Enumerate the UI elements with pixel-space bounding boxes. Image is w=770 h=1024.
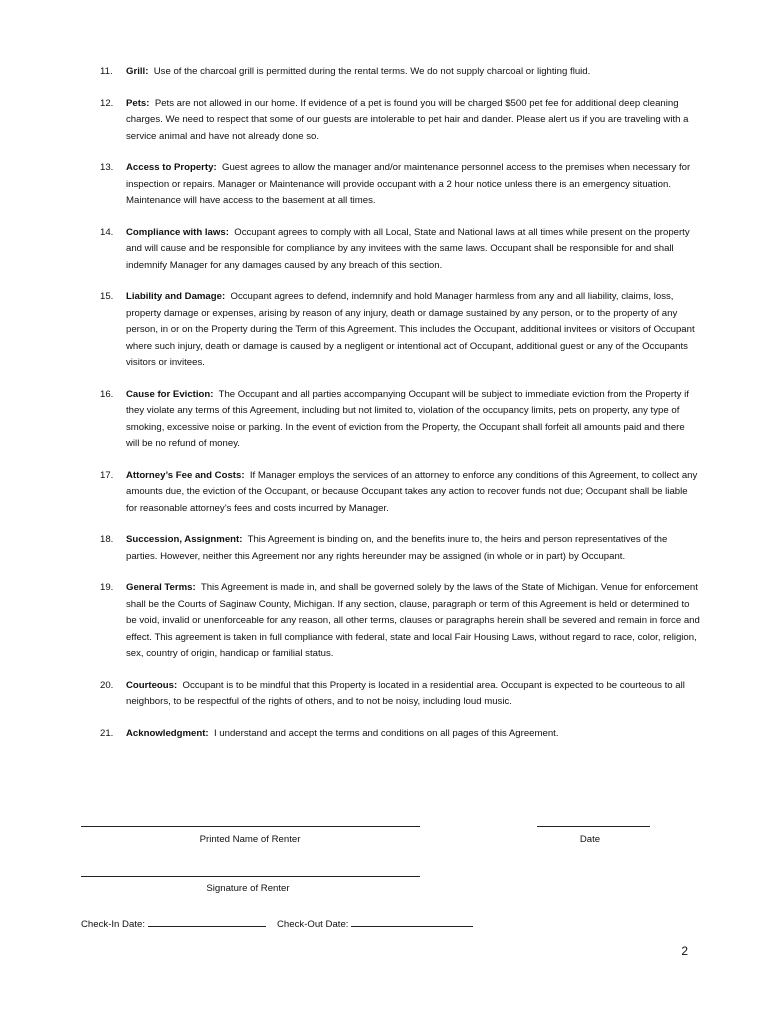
term-item: [100, 532, 700, 565]
term-number: 18.: [100, 534, 114, 545]
check-out-date-field[interactable]: [351, 916, 473, 927]
term-item: [100, 225, 700, 275]
term-title: General Terms:: [126, 582, 196, 593]
term-item: [100, 160, 700, 210]
term-title: Acknowledgment:: [126, 727, 209, 739]
term-text: Use of the charcoal grill is permitted during the rental terms. We do not supply charcoal or lighting fluid.: [153, 66, 591, 77]
term-item: [100, 96, 700, 146]
check-out-row: [277, 916, 473, 930]
term-text: Pets are not allowed in our home. If evidence of a pet is found you will be charged $500 pet fee for additional deep cleaning charges. We need to respect that some of our guests are intolerable to pet hair and dander. Please alert us if you are traveling with a service animal and have not already done so.: [126, 97, 689, 142]
term-item: [100, 64, 700, 81]
term-text: Guest agrees to allow the manager and/or maintenance personnel access to the premises when necessary for inspection or repairs. Manager or Maintenance will provide occupant with a 2 hour notice unless there is an emergency situation. Maintenance will have access to the basement at all times.: [126, 162, 691, 206]
term-text: This Agreement is binding on, and the benefits inure to, the heirs and person representatives of the parties. However, neither this Agreement nor any rights hereunder may be assigned (in whole or in part) by Occupant.: [126, 534, 668, 562]
term-item: [100, 289, 700, 372]
term-title: Compliance with laws:: [126, 226, 229, 238]
term-title: Pets:: [126, 97, 150, 109]
term-item: [100, 468, 700, 518]
term-text: If Manager employs the services of an attorney to enforce any conditions of this Agreement, to collect any amounts due, the eviction of the Occupant, or because Occupant takes any action to recover funds not due; Occupant shall be liable for reasonable attorney’s fees and costs incurred by Manager.: [126, 469, 698, 514]
term-text: Occupant agrees to defend, indemnify and hold Manager harmless from any and all liability, claims, loss, property damage or expenses, arising by reason of any injury, death or damage sustained by any person, or to the property of any person, in or on the Property during the Term of this Agreement. This includes the Occupant, additional invitees or visitors of Occupant where such injury, death or damage is caused by a negligent or intentional act of Occupant, additional guest or any of the Occupants visitors or invitees.: [126, 291, 695, 368]
page-number: 2: [681, 944, 688, 958]
signature-label: Signature of Renter: [206, 883, 290, 894]
term-number: 12.: [100, 97, 114, 109]
signature-field[interactable]: [81, 876, 420, 877]
term-text: The Occupant and all parties accompanying Occupant will be subject to immediate eviction from the Property if they violate any terms of this Agreement, including but not limited to, violation of the occupancy limits, pets on property, any type of smoking, excessive noise or parking. In the event of eviction from the Property, the Occupant shall forfeit all amounts paid and there will be no refund of money.: [126, 388, 689, 449]
term-title: Courteous:: [126, 679, 178, 691]
check-in-label: Check-In Date:: [81, 919, 145, 930]
date-label: Date: [579, 834, 601, 845]
term-text: I understand and accept the terms and conditions on all pages of this Agreement.: [213, 727, 559, 739]
term-title: Succession, Assignment:: [126, 534, 243, 545]
term-text: Occupant agrees to comply with all Local, State and National laws at all times while present on the property and will cause and be responsible for compliance by any invitees with the same laws. Occupant shall be responsible for and shall indemnify Manager for any damages caused by any breach of this section.: [126, 226, 690, 271]
term-number: 17.: [100, 469, 114, 481]
printed-name-field[interactable]: [81, 826, 420, 827]
term-number: 16.: [100, 388, 114, 400]
term-title: Liability and Damage:: [126, 291, 226, 302]
term-number: 15.: [100, 291, 114, 302]
printed-name-label: Printed Name of Renter: [199, 834, 301, 845]
term-item: [100, 678, 700, 711]
term-number: 20.: [100, 679, 114, 691]
term-number: 21.: [100, 727, 114, 739]
term-item: [100, 726, 700, 743]
term-title: Attorney’s Fee and Costs:: [126, 469, 245, 481]
term-item: [100, 580, 700, 663]
check-out-label: Check-Out Date:: [277, 919, 349, 930]
check-in-row: [81, 916, 266, 930]
term-text: Occupant is to be mindful that this Property is located in a residential area. Occupant is expected to be courteous to all neighbors, to be respectful of the rights of others, and to not be noisy, including loud music.: [126, 679, 685, 707]
term-title: Access to Property:: [126, 162, 217, 173]
term-title: Cause for Eviction:: [126, 388, 214, 400]
term-item: [100, 387, 700, 453]
term-number: 19.: [100, 582, 114, 593]
term-title: Grill:: [126, 66, 149, 77]
term-number: 14.: [100, 226, 114, 238]
check-in-date-field[interactable]: [148, 916, 266, 927]
term-number: 13.: [100, 162, 114, 173]
term-number: 11.: [100, 66, 113, 77]
term-text: This Agreement is made in, and shall be governed solely by the laws of the State of Michigan. Venue for enforcement shall be the Courts of Saginaw County, Michigan. If any section, clause, paragraph or term of this Agreement is held or determined to be void, invalid or unenforceable for any reason, all other terms, clauses or paragraphs herein shall be severed and remain in force and effect. This agreement is taken in full compliance with federal, state and local Fair Housing Laws, without regard to race, color, religion, sex, country of origin, handicap or familial status.: [126, 582, 700, 659]
terms-list: [100, 64, 700, 757]
date-field[interactable]: [537, 826, 650, 827]
